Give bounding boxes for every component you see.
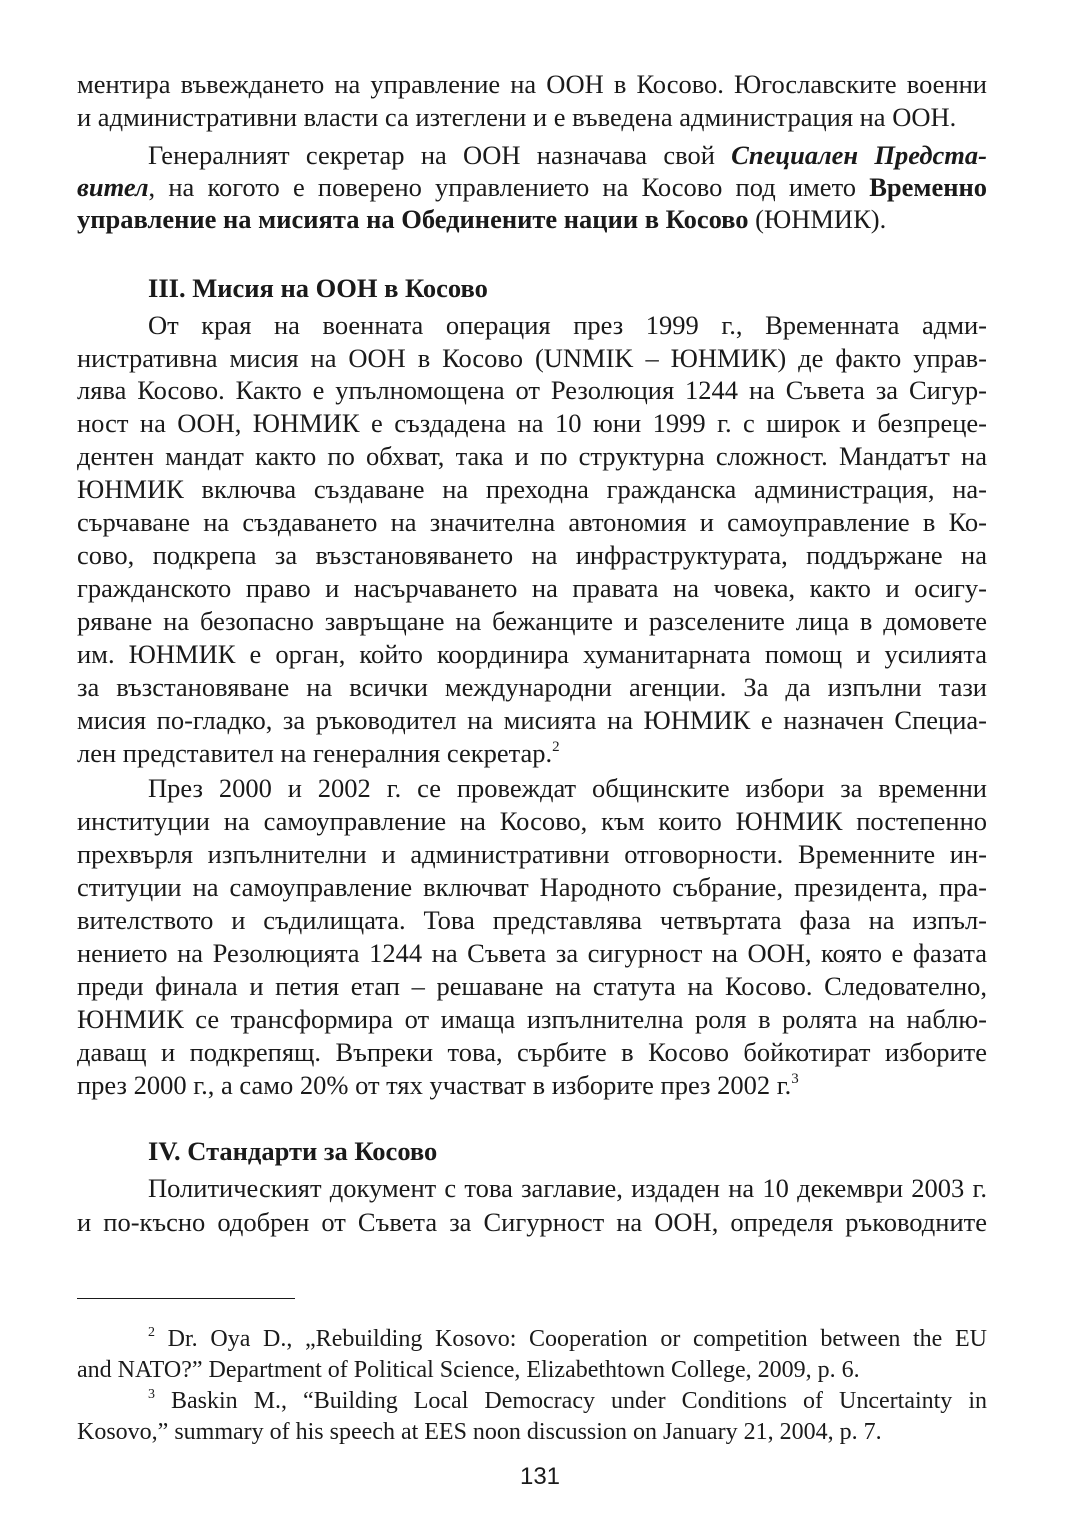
footnote-mark: 3	[148, 1387, 155, 1402]
footnote-text: Baskin M., “Building Local Democracy under Conditions of Uncertainty in	[155, 1388, 987, 1414]
text-line: През 2000 и 2002 г. се провеждат общинските избори за временни	[148, 773, 987, 803]
text-line: и по-късно одобрен от Съвета за Сигурност на ООН, определя ръководните	[77, 1207, 987, 1237]
footnote-line	[148, 1386, 987, 1416]
text-line	[77, 203, 987, 235]
text-line: даващ и подкрепящ. Въпреки това, сърбите в Косово бойкотират изборите	[77, 1037, 987, 1067]
footnote-text: Dr. Oya D., „Rebuilding Kosovo: Cooperation or competition between the EU	[155, 1326, 987, 1352]
emphasis-text: Специален Предста-	[731, 140, 987, 170]
text-run: през 2000 г., а само 20% от тях участват в изборите през 2002 г.	[77, 1070, 792, 1100]
text-run: , на когото е поверено управлението на Косово под името	[148, 172, 870, 202]
text-line: ност на ООН, ЮНМИК е създадена на 10 юни 1999 г. с широк и безпреце-	[77, 408, 987, 438]
text-line: вителството и съдилищата. Това представлява четвъртата фаза на изпъл-	[77, 905, 987, 935]
page-number: 131	[519, 1463, 561, 1490]
footnote-mark: 2	[148, 1325, 155, 1340]
text-line: прехвърля изпълнителни и административни отговорности. Временните ин-	[77, 839, 987, 869]
text-line: ментира въвеждането на управление на ООН в Косово. Югославските военни	[77, 69, 987, 99]
footnote-ref[interactable]: 2	[552, 739, 560, 755]
text-line: и административни власти са изтеглени и е въведена администрация на ООН.	[77, 102, 957, 132]
text-line: ЮНМИК включва създаване на преходна гражданска администрация, на-	[77, 474, 987, 504]
text-line: ряване на безопасно завръщане на бежанците и разселените лица в домовете	[77, 606, 987, 636]
footnote-line: and NATO?” Department of Political Science, Elizabethtown College, 2009, p. 6.	[77, 1357, 860, 1383]
text-line: лява Косово. Както е упълномощена от Резолюция 1244 на Съвета за Сигур-	[77, 375, 987, 405]
text-line: От края на военната операция през 1999 г., Временната адми-	[148, 310, 987, 340]
text-line: нистративна мисия на ООН в Косово (UNMIK – ЮНМИК) де факто управ-	[77, 343, 987, 373]
section-heading: IV. Стандарти за Косово	[148, 1136, 438, 1166]
footnote-line: Kosovo,” summary of his speech at EES noon discussion on January 21, 2004, p. 7.	[77, 1419, 882, 1445]
footnote-ref[interactable]: 3	[791, 1071, 799, 1087]
text-line: ституции на самоуправление включват Народното събрание, президента, пра-	[77, 872, 987, 902]
footnote-separator	[77, 1298, 295, 1299]
bold-text: управление на мисията на Обединените нации в Косово	[77, 204, 749, 234]
text-line: сово, подкрепа за възстановяването на инфраструктурата, поддържане на	[77, 540, 987, 570]
text-line: преди финала и петия етап – решаване на статута на Косово. Следователно,	[77, 971, 987, 1001]
text-line: мисия по-гладко, за ръководител на мисията на ЮНМИК е назначен Специа-	[77, 705, 987, 735]
emphasis-text: вител	[77, 172, 149, 202]
text-line: им. ЮНМИК е орган, който координира хуманитарната помощ и усилията	[77, 639, 987, 669]
text-line: ЮНМИК се трансформира от имаща изпълнителна роля в ролята на наблю-	[77, 1004, 987, 1034]
text-line: Политическият документ с това заглавие, издаден на 10 декември 2003 г.	[148, 1173, 987, 1203]
bold-text: Временно	[869, 172, 987, 202]
text-line: дентен мандат както по обхват, така и по структурна сложност. Мандатът на	[77, 441, 987, 471]
text-run: (ЮНМИК).	[748, 204, 887, 234]
text-line	[148, 139, 987, 171]
text-line	[77, 737, 987, 769]
text-run: Генералният секретар на ООН назначава свой	[148, 140, 732, 170]
text-line	[77, 171, 987, 203]
text-line: нението на Резолюцията 1244 на Съвета за сигурност на ООН, която е фазата	[77, 938, 987, 968]
text-line	[77, 1069, 987, 1101]
text-line: за възстановяване на всички международни агенции. За да изпълни тази	[77, 672, 987, 702]
section-heading: III. Мисия на ООН в Косово	[148, 273, 488, 303]
text-line: сърчаване на създаването на значителна автономия и самоуправление в Ко-	[77, 507, 987, 537]
text-line: гражданското право и насърчаването на правата на човека, както и осигу-	[77, 573, 987, 603]
text-line: институции на самоуправление на Косово, към които ЮНМИК постепенно	[77, 806, 987, 836]
text-run: лен представител на генералния секретар.	[77, 738, 553, 768]
footnote-line	[148, 1324, 987, 1354]
